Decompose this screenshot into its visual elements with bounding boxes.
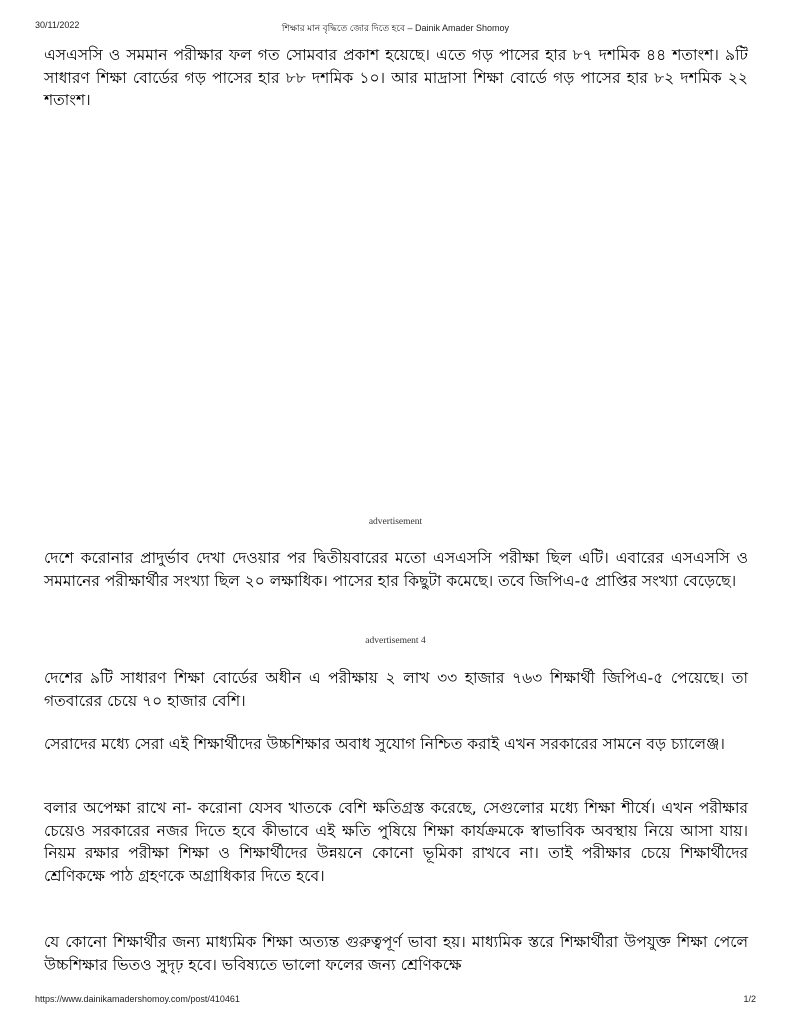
article-paragraph: বলার অপেক্ষা রাখে না- করোনা যেসব খাতকে বেশি ক্ষতিগ্রস্ত করেছে, সেগুলোর মধ্যে শিক্ষা শীর্ষে। এখন পরীক্ষার চেয়েও সরকারের নজর দিতে হবে কীভাবে এই ক্ষতি পুষিয়ে শিক্ষা কার্যক্রমকে স্বাভাবিক অবস্থায় নিয়ে আসা যায়। নিয়ম রক্ষার পরীক্ষা শিক্ষা ও শিক্ষার্থীদের উন্নয়নে কোনো ভূমিকা রাখবে না। তাই পরীক্ষার চেয়ে শিক্ষার্থীদের শ্রেণিকক্ষে পাঠ গ্রহণকে অগ্রাধিকার দিতে হবে। [44,799,748,885]
article-paragraph: সেরাদের মধ্যে সেরা এই শিক্ষার্থীদের উচ্চশিক্ষার অবাধ সুযোগ নিশ্চিত করাই এখন সরকারের সামনে বড় চ্যালেঞ্জ। [44,735,725,753]
advertisement-label: advertisement [368,517,423,527]
page-number: 1/2 [743,994,756,1004]
article-paragraph: এসএসসি ও সমমান পরীক্ষার ফল গত সোমবার প্রকাশ হয়েছে। এতে গড় পাসের হার ৮৭ দশমিক ৪৪ শতাংশ। ৯টি সাধারণ শিক্ষা বোর্ডের গড় পাসের হার ৮৮ দশমিক ১০। আর মাদ্রাসা শিক্ষা বোর্ডে গড় পাসের হার ৮২ দশমিক ২২ শতাংশ। [44,46,748,110]
article-paragraph: দেশে করোনার প্রাদুর্ভাব দেখা দেওয়ার পর দ্বিতীয়বারের মতো এসএসসি পরীক্ষা ছিল এটি। এবারের এসএসসি ও সমমানের পরীক্ষার্থীর সংখ্যা ছিল ২০ লক্ষাধিক। পাসের হার কিছুটা কমেছে। তবে জিপিএ-৫ প্রাপ্তির সংখ্যা বেড়েছে। [44,549,748,590]
article-paragraph: যে কোনো শিক্ষার্থীর জন্য মাধ্যমিক শিক্ষা অত্যন্ত গুরুত্বপূর্ণ ভাবা হয়। মাধ্যমিক স্তরে শিক্ষার্থীরা উপযুক্ত শিক্ষা পেলে উচ্চশিক্ষার ভিতও সুদৃঢ় হবে। ভবিষ্যতে ভালো ফলের জন্য শ্রেণিকক্ষে [44,933,748,974]
source-url[interactable]: https://www.dainikamadershomoy.com/post/410461 [35,994,240,1004]
article-paragraph: দেশের ৯টি সাধারণ শিক্ষা বোর্ডের অধীন এ পরীক্ষায় ২ লাখ ৩৩ হাজার ৭৬৩ শিক্ষার্থী জিপিএ-৫ পেয়েছে। তা গতবারের চেয়ে ৭০ হাজার বেশি। [44,669,748,710]
advertisement-label: advertisement 4 [365,636,426,646]
print-date: 30/11/2022 [35,20,80,30]
page-title: শিক্ষার মান বৃদ্ধিতে জোর দিতে হবে – Dainik Amader Shomoy [281,23,510,33]
